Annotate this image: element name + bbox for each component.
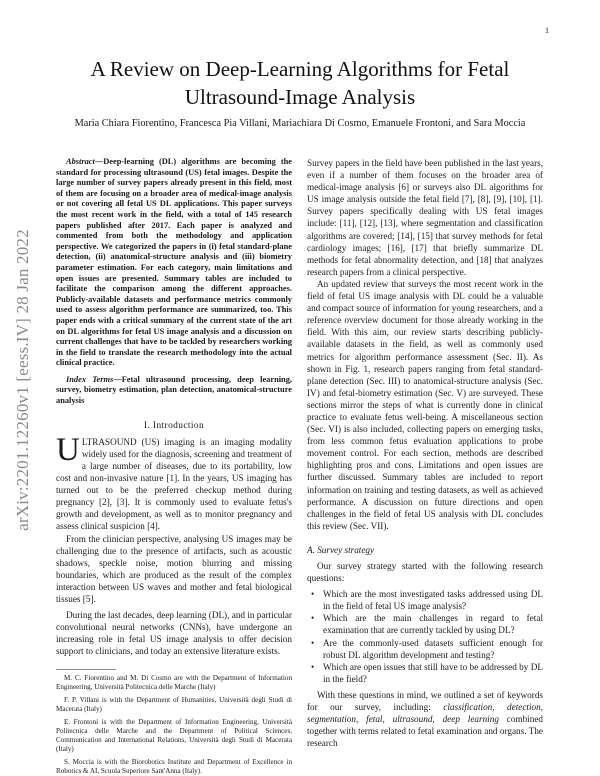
drop-cap: U bbox=[56, 431, 80, 468]
body-paragraph-1: Survey papers in the field have been published in the last years, even if a number of them focuses on the broader area of medical-image analysis [6] or surveys also DL algorithms for US image analysis outside the fetal field [7], [8], [9], [10], [1]. Survey papers specifically dealing with US fetal images include: [11], [12], [13], where segmentation and classification algorithms are covered; [14], [15] that survey methods for fetal cardiology images; [16], [17] that briefly summarize DL methods for fetal abnormality detection, and [18] that analyzes research papers from a clinical perspective. bbox=[307, 158, 543, 277]
arxiv-identifier: arXiv:2201.12260v1 [eess.IV] 28 Jan 2022 bbox=[13, 229, 32, 531]
footnote: S. Moccia is with the Biorobotics Institute and Department of Excellence in Robotics & AI, Scuola Superiore Sant'Anna (Italy). bbox=[56, 758, 292, 776]
section-heading-introduction: I. Introduction bbox=[143, 420, 205, 431]
footnote: M. C. Fiorentino and M. Di Cosmo are with the Department of Information Engineering, Università Politecnica delle Marche (Italy) bbox=[56, 674, 292, 692]
left-column bbox=[56, 157, 292, 776]
footnote-rule bbox=[56, 669, 116, 670]
abstract bbox=[56, 157, 292, 369]
footnote: E. Frontoni is with the Department of Information Engineering, Università Politecnica delle Marche and the Department of Political Sciences, Communication and International Relations, Università degli Studi di Macerata (Italy) bbox=[56, 718, 292, 754]
index-terms-text: —Fetal ultrasound processing, deep learning, survey, biometry estimation, plan detection, anatomical-structure analysis bbox=[56, 374, 292, 406]
intro-paragraph-3: During the last decades, deep learning (DL), and in particular convolutional neural networks (CNNs), have undergone an increasing role in fetal US image analysis to offer decision support to clinicians, and today an extensive literature exists. bbox=[56, 610, 292, 657]
paper-title: A Review on Deep-Learning Algorithms for Fetal Ultrasound-Image Analysis bbox=[90, 57, 510, 109]
index-terms bbox=[56, 375, 292, 407]
footnote: F. P. Villani is with the Department of Humanities, Università degli Studi di Macerata (Italy) bbox=[56, 696, 292, 714]
abstract-label: Abstract bbox=[66, 157, 95, 166]
index-terms-label: Index Terms bbox=[66, 374, 114, 384]
subsection-heading: A. Survey strategy bbox=[307, 544, 375, 555]
keywords: classification, detection, segmentation, fetal, ultrasound, deep learning bbox=[307, 702, 543, 725]
list-item: • Are the commonly-used datasets sufficient enough for robust DL algorithm development and testing? bbox=[321, 637, 543, 661]
research-questions-list bbox=[307, 588, 543, 685]
paragraph-4-end: combined together with terms related to fetal examination and organs. The research bbox=[307, 714, 544, 749]
abstract-text: —Deep-learning (DL) algorithms are becoming the standard for processing ultrasound (US) fetal images. Despite the large number of survey papers already present in this field, most of them are focusing on a broader area of medical-image analysis or not covering all fetal US DL applications. This paper surveys the most recent work in the field, with a total of 145 research papers published after 2017. Each paper is analyzed and commented from both the methodology and application perspective. We categorized the papers in (i) fetal standard-plane detection, (ii) anatomical-structure analysis and (iii) biometry parameter estimation. For each category, main limitations and open issues are presented. Summary tables are included to facilitate the comparison among the different approaches. Publicly-available datasets and performance metrics commonly used to assess algorithm performance are summarized, too. This paper ends with a critical summary of the current state of the art on DL algorithms for fetal US image analysis and a discussion on current challenges that have to be tackled by researchers working in the field to translate the research methodology into the actual clinical practice. bbox=[56, 157, 292, 368]
list-item: • Which are the most investigated tasks addressed using DL in the field of fetal US image analysis? bbox=[321, 588, 543, 612]
page-number: 1 bbox=[545, 26, 549, 35]
paragraph-4-start: With these questions in mind, we outlined a set of keywords for our survey, including: bbox=[307, 689, 543, 713]
arxiv-stamp bbox=[3, 200, 43, 560]
list-item: • Which are open issues that still have to be addressed by DL in the field? bbox=[321, 661, 543, 685]
body-paragraph-3: Our survey strategy started with the following research questions: bbox=[307, 561, 543, 584]
intro-paragraph-1-text: LTRASOUND (US) imaging is an imaging modality widely used for the diagnosis, screening and treatment of a large number of diseases, due to its portability, low cost and non-invasive nature [1]. In the years, US imaging has turned out to be the preferred checkup method during pregnancy [2], [3]. It is commonly used to evaluate fetus's growth and development, as well as to monitor pregnancy and assess clinical suspicion [4]. bbox=[56, 436, 292, 532]
body-paragraph-4 bbox=[307, 689, 543, 749]
body-paragraph-2: An updated review that surveys the most recent work in the field of fetal US image analysis with DL could be a valuable and compact source of information for young researchers, and a reference overview document for those already working in the field. With this aim, our review starts describing publicly-available datasets in the field, as well as commonly used metrics for algorithm performance assessment (Sec. II). As shown in Fig. 1, research papers ranging from fetal standard-plane detection (Sec. III) to anatomical-structure analysis (Sec. IV) and fetal-biometry estimation (Sec. V) are surveyed. These sections mirror the steps of what is currently done in clinical practice to evaluate fetus well-being. A miscellaneous section (Sec. VI) is also included, collecting papers on emerging tasks, from less common fetus evaluation applications to probe movement control. For each section, methods are described highlighting pros and cons. Limitations and open issues are further discussed. Summary tables are included to report information on training and testing datasets, as well as achieved performance. A discussion on future directions and open challenges in the field of fetal US analysis with DL concludes this review (Sec. VII). bbox=[307, 278, 543, 531]
list-item: • Which are the main challenges in regard to fetal examination that are currently tackled by using DL? bbox=[321, 612, 543, 636]
author-list: Maria Chiara Fiorentino, Francesca Pia Villani, Mariachiara Di Cosmo, Emanuele Frontoni, and Sara Moccia bbox=[74, 118, 526, 129]
intro-paragraph-1 bbox=[56, 431, 292, 533]
right-column bbox=[307, 157, 543, 749]
intro-paragraph-2: From the clinician perspective, analysing US images may be challenging due to the presence of artifacts, such as acoustic shadows, speckle noise, motion blurring and missing boundaries, which are produced as the result of the complex interaction between US waves and mother and fetal biological tissues [5]. bbox=[56, 533, 292, 604]
